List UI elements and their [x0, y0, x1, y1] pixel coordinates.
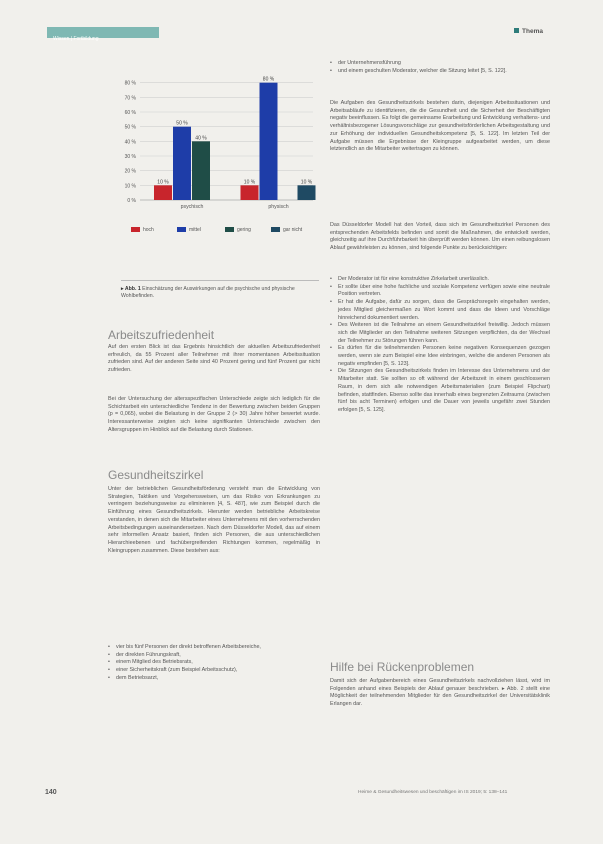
y-tick-label: 60 %: [124, 110, 136, 116]
list-item: • dem Betriebsarzt,: [108, 675, 320, 683]
legend-item-gering: [225, 227, 251, 233]
list-item: • Des Weiteren ist die Teilnahme an einem Gesundheitszirkel freiwillig. Jedoch müssen sich die Mitglieder an den Teilnahme weiteren Sitzungen verpflichten, da der Wechsel der Teilnehmer zu Störungen führen kann.: [330, 322, 550, 345]
legend-label: mittel: [189, 227, 201, 233]
header-tab-label: Wissen | Fortbildung: [53, 36, 99, 42]
data-label: 50 %: [176, 120, 188, 127]
bar: [192, 141, 210, 200]
chart-canvas: [108, 60, 320, 220]
data-label: 80 %: [262, 76, 275, 83]
legend-swatch: [131, 227, 140, 232]
bullet-list: [330, 276, 550, 415]
data-label: 10 %: [243, 179, 256, 186]
y-tick-label: 20 %: [124, 168, 136, 175]
bar: [260, 83, 278, 200]
bar: [154, 185, 172, 200]
paragraph: Unter der betrieblichen Gesundheitsförderung versteht man die Entwicklung von Strategien, Taktiken und Vorgehensweisen, um das Risiko von Erkrankungen zu verringern beziehungsweise zu eliminieren [4, S. 487], wie zum Beispiel durch die Einführung eines Gesundheitszirkels. Hierunter werden betriebliche Arbeitskreise verstanden, in denen sich die Mitarbeiter eines Unternehmens mit den vorherrschenden Arbeitsbedingungen auseinandersetzen. Nach dem Düsseldorfer Modell, das auf einem sehr informellen Ansatz basiert, finden sich Personen, die aus unterschiedlichen Hierarchieebenen und fachübergreifenden Richtungen kommen, regelmäßig in Kleingruppen zusammen. Diese bestehen aus:: [108, 486, 320, 554]
list-item: • vier bis fünf Personen der direkt betroffenen Arbeitsbereiche,: [108, 644, 320, 652]
paragraph: Bei der Untersuchung der altersspezifischen Unterschiede zeigte sich lediglich für die Schichtarbeit ein unterschiedliche Tendenz in der Bewertung zwischen beiden Gruppen (p = 0,065), wobei die Belastung in der Gruppe 2 (> 30) Jahre höher bewertet wurde. Interessanterweise zeigten sich keine signifikanten Unterschiede zwischen den Altersgruppen im Hinblick auf die Belastung durch Stationen.: [108, 396, 320, 433]
y-tick-label: 80 %: [124, 80, 136, 87]
caption-text: Einschätzung der Auswirkungen auf die psychische und physische Wohlbefinden.: [121, 286, 295, 299]
paragraph: Auf den ersten Blick ist das Ergebnis hinsichtlich der aktuellen Arbeitszufriedenheit erfreulich, da 55 Prozent aller Teilnehmer mit ihrer momentanen Arbeitssituation zufrieden sind. Auf der anderen Seite sind 40 Prozent gering und fünf Prozent gar nicht zufrieden.: [108, 344, 320, 374]
list-item: • Es dürfen für die teilnehmenden Personen keine negativen Konsequenzen gezogen werden, wenn sie zum Beispiel eine Idee einbringen, welche die anderen Personen als negativ empfinden [5, S. 123].: [330, 345, 550, 368]
list-item: • einer Sicherheitskraft (zum Beispiel Arbeitsschutz),: [108, 667, 320, 675]
list-item: • Die Sitzungen des Gesundheitszirkels finden im Interesse des Unternehmens und der Mitarbeiter statt. Sie sollten so oft während der Arbeitszeit in einem geschlossenen Raum, in dem sich alle notwendigen Arbeitsmaterialien (zum Beispiel Flipchart) befinden, stattfinden. Ebenso sollte das innerhalb eines begrenzten Zeitraums (zwischen fünf bis acht Terminen) erfolgen und die Dauer von jeweils ungefähr zwei Stunden erfolgen [5, S. 125].: [330, 368, 550, 414]
y-tick-label: 40 %: [124, 139, 136, 146]
list-item: • Er hat die Aufgabe, dafür zu sorgen, dass die Gesprächsregeln eingehalten werden, jedes Mitglied gleichermaßen zu Wort kommt und dass die Ideen und Vorschläge hinreichend dokumentiert werden.: [330, 299, 550, 322]
bar: [298, 185, 316, 200]
section-label: Thema: [514, 28, 543, 35]
list-item: • Er sollte über eine hohe fachliche und soziale Kompetenz verfügen sowie eine neutrale Position vertreten.: [330, 284, 550, 299]
bar: [241, 185, 259, 200]
y-tick-label: 30 %: [124, 154, 136, 160]
x-tick-label: physisch: [268, 204, 289, 210]
legend-label: gering: [237, 227, 251, 233]
list-item: • der direkten Führungskraft,: [108, 652, 320, 660]
legend-swatch: [271, 227, 280, 232]
paragraph: Damit sich der Aufgabenbereich eines Gesundheitszirkels nachvollziehen lässt, wird im Folgenden anhand eines Beispiels der Ablauf genauer beschrieben. ▸ Abb. 2 stellt eine Möglichkeit der teilnehmenden Mitglieder für den Gesundheitszirkel der Universitätsklinik Erlangen dar.: [330, 678, 550, 708]
footer-reference: Heime & Gesundheitswesen und beschäftigen im IS 2019; 5: 138–141: [358, 790, 508, 795]
y-tick-label: 50 %: [124, 124, 136, 131]
x-tick-label: psychisch: [180, 204, 204, 210]
heading-arbeitszufriedenheit: Arbeitszufriedenheit: [108, 328, 215, 342]
data-label: 40 %: [195, 135, 207, 142]
list-item: • Der Moderator ist für eine konstruktive Zirkelarbeit unerlässlich.: [330, 276, 550, 284]
heading-hilfe-bei-rueckenproblemen: Hilfe bei Rückenproblemen: [330, 660, 475, 674]
legend-label: hoch: [143, 227, 154, 233]
chart-legend: [127, 224, 317, 238]
legend-item-mittel: [177, 227, 201, 233]
data-label: 10 %: [300, 179, 313, 186]
list-item: • und einem geschulten Moderator, welcher die Sitzung leitet [5, S. 122].: [330, 68, 550, 76]
y-tick-label: 0 %: [127, 198, 136, 204]
legend-item-hoch: [131, 227, 154, 233]
paragraph: Das Düsseldorfer Modell hat den Vorteil, dass sich im Gesundheitszirkel Personen des entsprechenden Arbeitsfelds befinden und somit die Maßnahmen, die entwickelt werden, gleichzeitig auf ihre Durchführbarkeit hin überprüft werden können. Um einen reibungslosen Ablauf gewährleisten zu können, sind folgende Punkte zu berücksichtigen:: [330, 222, 550, 252]
figure-caption: [121, 280, 319, 300]
data-label: 10 %: [157, 179, 169, 186]
bullet-list: [108, 644, 320, 683]
legend-label: gar nicht: [283, 227, 303, 233]
legend-swatch: [225, 227, 234, 232]
heading-gesundheitszirkel: Gesundheitszirkel: [108, 468, 204, 482]
bar: [173, 127, 191, 200]
page-number: 140: [45, 789, 57, 796]
y-tick-label: 70 %: [124, 95, 136, 102]
legend-swatch: [177, 227, 186, 232]
bullet-list: [330, 60, 550, 75]
list-item: • der Unternehmensführung: [330, 60, 550, 68]
paragraph: Die Aufgaben des Gesundheitszirkels bestehen darin, diejenigen Arbeitssituationen und Arbeitsabläufe zu identifizieren, die die Gesundheit und die Sicherheit der Beschäftigten negativ beeinflussen. Es folgt die gemeinsame Erarbeitung und Entwicklung verhaltens- und verhältnisbezogener Lösungsvorschläge zur gesundheitsförderlichen Arbeitsgestaltung und zur Erhöhung der individuellen Gesundheitskompetenz [5, S. 122]. Im letzten Teil der Aufgabe müssen die Ergebnisse der Kleingruppe aufgearbeitet werden, um diese letztendlich an die Mitarbeiter weitertragen zu können.: [330, 100, 550, 153]
legend-item-gar-nicht: [271, 227, 302, 233]
caption-label: ▸ Abb. 1: [121, 286, 141, 292]
list-item: • einem Mitglied des Betriebsrats,: [108, 659, 320, 667]
y-tick-label: 10 %: [124, 183, 136, 190]
header-section-bar: [47, 27, 159, 42]
